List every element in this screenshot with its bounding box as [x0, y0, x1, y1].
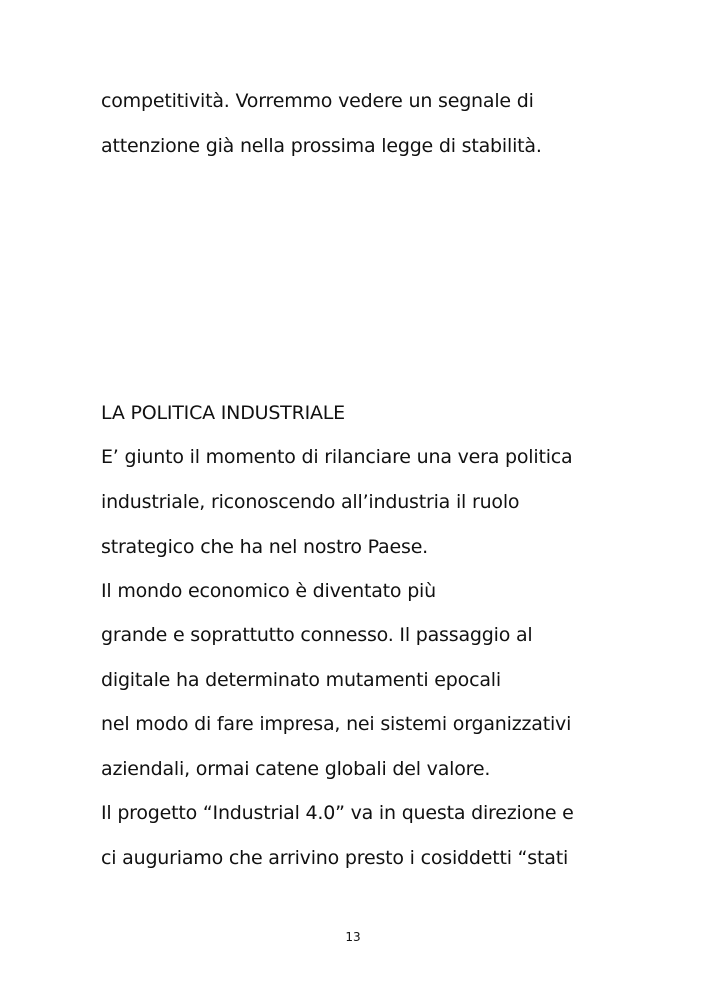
body-text-line: strategico che ha nel nostro Paese. [101, 536, 429, 558]
body-text-line: industriale, riconoscendo all’industria il ruolo [101, 491, 520, 513]
body-text-line: digitale ha determinato mutamenti epocali [101, 669, 501, 691]
body-text-line: ci auguriamo che arrivino presto i cosiddetti “stati [101, 847, 569, 869]
body-text-line: E’ giunto il momento di rilanciare una vera politica [101, 446, 573, 468]
body-text-line: competitività. Vorremmo vedere un segnale di [101, 90, 534, 112]
body-text-line: aziendali, ormai catene globali del valore. [101, 758, 491, 780]
body-text-line: attenzione già nella prossima legge di stabilità. [101, 135, 542, 157]
body-text-line: nel modo di fare impresa, nei sistemi organizzativi [101, 713, 572, 735]
body-text-line: grande e soprattutto connesso. Il passaggio al [101, 624, 533, 646]
section-heading: LA POLITICA INDUSTRIALE [101, 402, 345, 424]
body-text-line: Il progetto “Industrial 4.0” va in questa direzione e [101, 802, 574, 824]
page-number: 13 [345, 930, 361, 944]
body-text-line: Il mondo economico è diventato più [101, 580, 436, 602]
